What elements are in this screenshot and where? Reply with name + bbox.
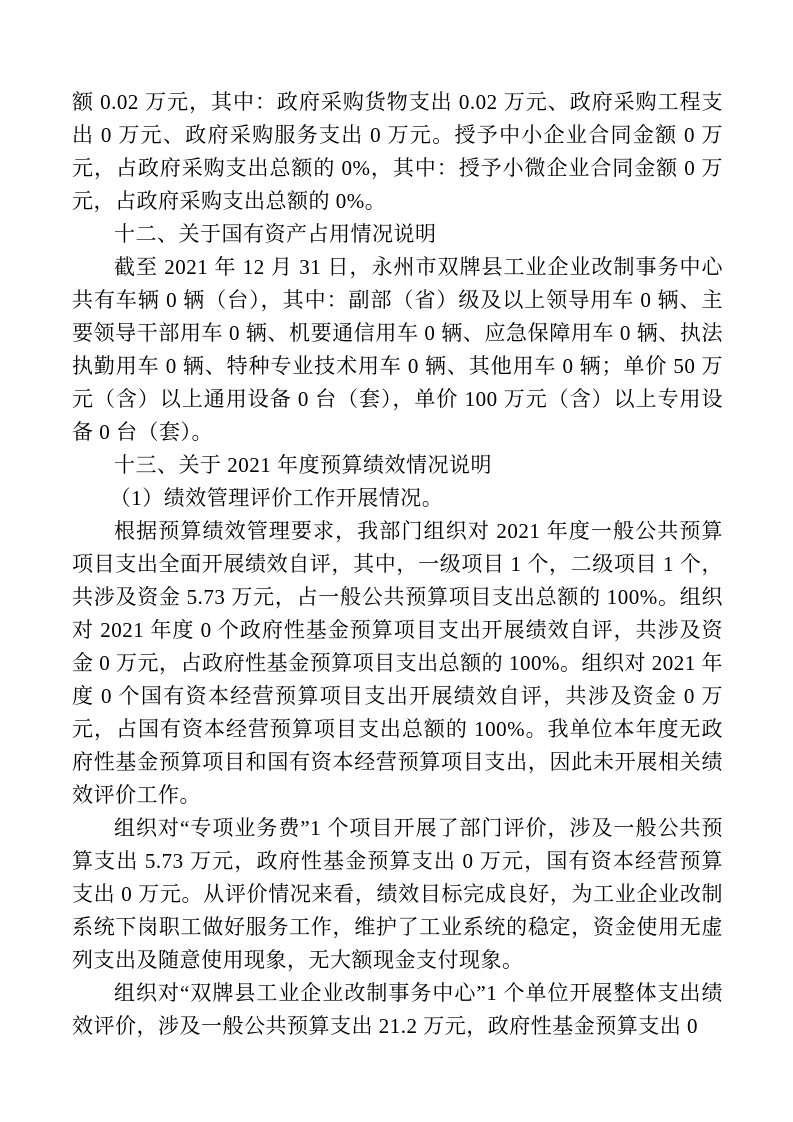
paragraph-self-evaluation: 根据预算绩效管理要求，我部门组织对 2021 年度一般公共预算项目支出全面开展绩效自评，其中，一级项目 1 个，二级项目 1 个，共涉及资金 5.73 万元，占一般公共预算项目支出总额的 100%。组织对 2021 年度 0 个政府性基金预算项目支出开展绩效自评，共涉及资金 0 万元，占政府性基金预算项目支出总额的 100%。组织对 2021 年度 0 个国有资本经营预算项目支出开展绩效自评，共涉及资金 0 万元，占国有资本经营预算项目支出总额的 100%。我单位本年度无政府性基金预算项目和国有资本经营预算项目支出，因此未开展相关绩效评价工作。 (72, 519, 723, 807)
paragraph-procurement-continued: 额 0.02 万元，其中：政府采购货物支出 0.02 万元、政府采购工程支出 0 万元、政府采购服务支出 0 万元。授予中小企业合同金额 0 万元，占政府采购支出总额的 0%，其中：授予小微企业合同金额 0 万元，占政府采购支出总额的 0%。 (72, 90, 723, 213)
document-body (72, 86, 723, 1043)
paragraph-department-evaluation: 组织对“专项业务费”1 个项目开展了部门评价，涉及一般公共预算支出 5.73 万元，政府性基金预算支出 0 万元，国有资本经营预算支出 0 万元。从评价情况来看，绩效目标完成良好，为工业企业改制系统下岗职工做好服务工作，维护了工业系统的稳定，资金使用无虚列支出及随意使用现象，无大额现金支付现象。 (72, 816, 723, 972)
subheading-performance-evaluation-work: （1）绩效管理评价工作开展情况。 (109, 486, 444, 510)
heading-section-12-state-assets: 十二、关于国有资产占用情况说明 (114, 222, 437, 246)
heading-section-13-budget-performance: 十三、关于 2021 年度预算绩效情况说明 (114, 453, 492, 477)
paragraph-overall-expenditure-evaluation: 组织对“双牌县工业企业改制事务中心”1 个单位开展整体支出绩效评价，涉及一般公共预算支出 21.2 万元，政府性基金预算支出 0 (72, 981, 723, 1038)
paragraph-state-assets-detail: 截至 2021 年 12 月 31 日，永州市双牌县工业企业改制事务中心共有车辆 0 辆（台），其中：副部（省）级及以上领导用车 0 辆、主要领导干部用车 0 辆、机要通信用车 0 辆、应急保障用车 0 辆、执法执勤用车 0 辆、特种专业技术用车 0 辆、其他用车 0 辆；单价 50 万元（含）以上通用设备 0 台（套），单价 100 万元（含）以上专用设备 0 台（套）。 (72, 255, 723, 444)
